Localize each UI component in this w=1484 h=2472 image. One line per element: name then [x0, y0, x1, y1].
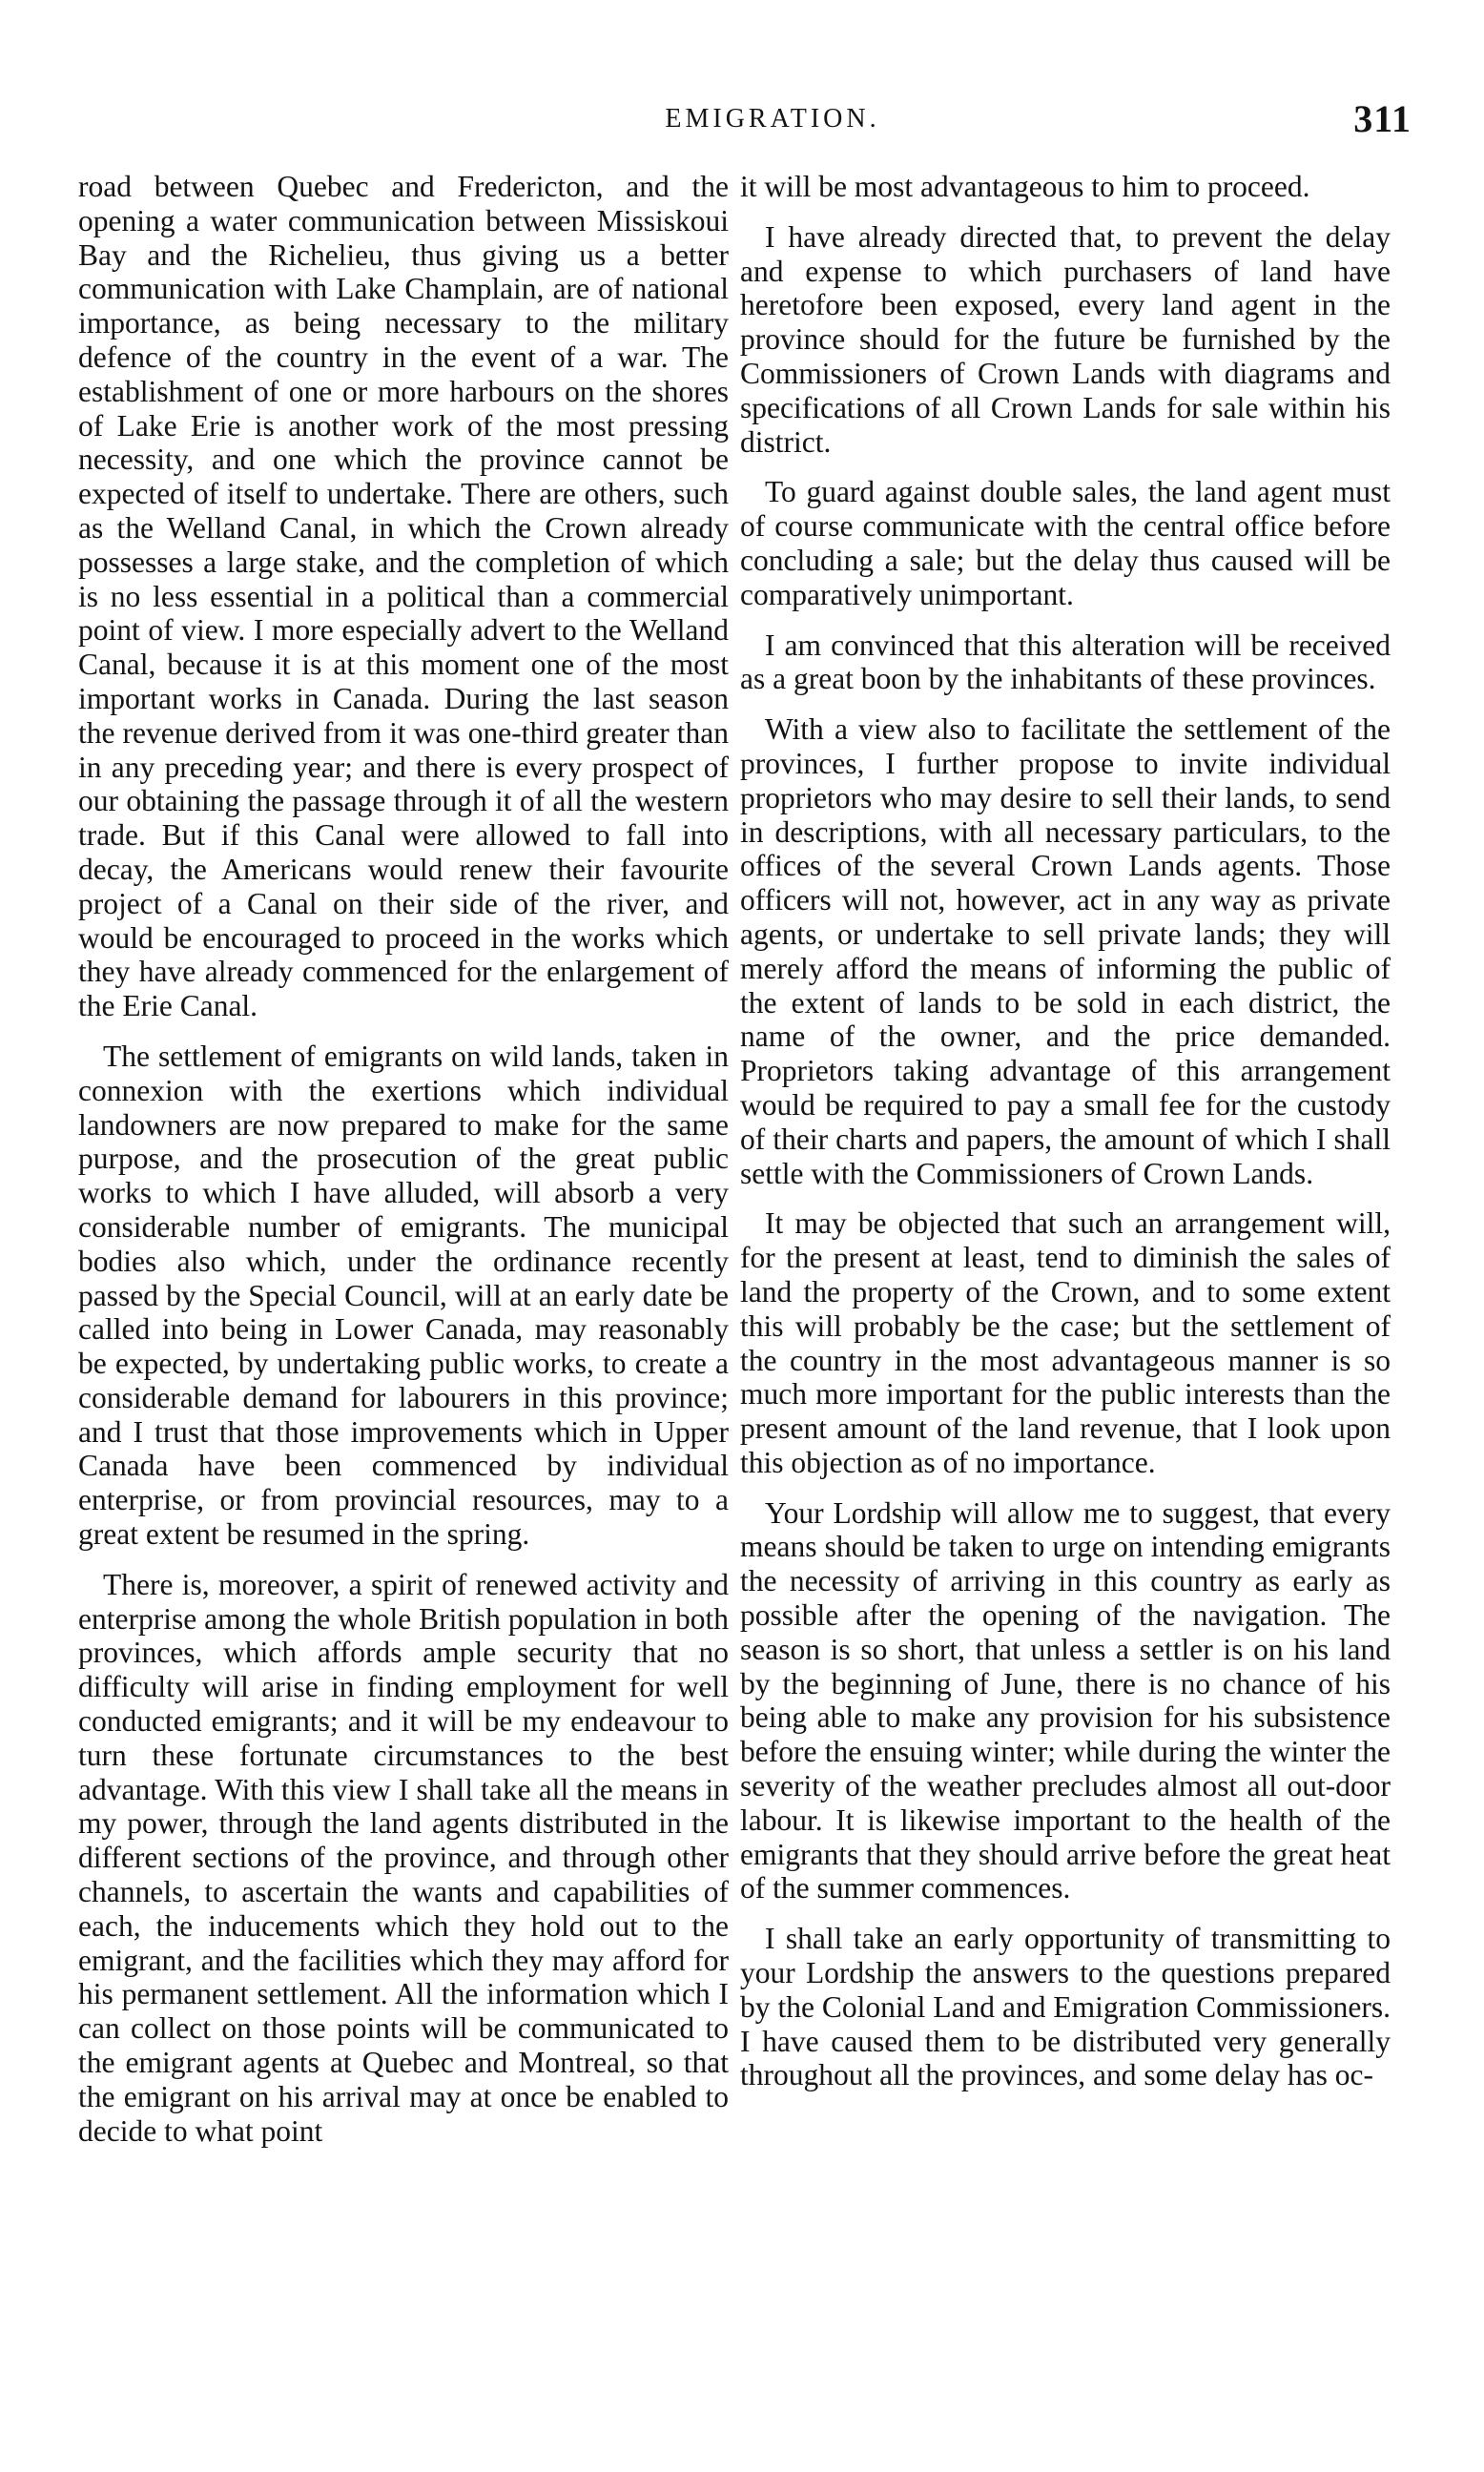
- paragraph: It may be objected that such an arrangement will, for the present at least, tend to diminish the sales of land the property of the Crown, and to some extent this will probably be the case; but the settlement of the country in the most advantageous manner is so much more important for the public interests than the present amount of the land revenue, that I look upon this objection as of no importance.: [740, 1206, 1391, 1479]
- paragraph: road between Quebec and Fredericton, and the opening a water communication between Missiskoui Bay and the Richelieu, thus giving us a better communication with Lake Champlain, are of national importance, as being necessary to the military defence of the country in the event of a war. The establishment of one or more harbours on the shores of Lake Erie is another work of the most pressing necessity, and one which the province cannot be expected of itself to undertake. There are others, such as the Welland Canal, in which the Crown already possesses a large stake, and the completion of which is no less essential in a political than a commercial point of view. I more especially advert to the Welland Canal, because it is at this moment one of the most important works in Canada. During the last season the revenue derived from it was one-third greater than in any preceding year; and there is every prospect of our obtaining the passage through it of all the western trade. But if this Canal were allowed to fall into decay, the Americans would renew their favourite project of a Canal on their side of the river, and would be encouraged to proceed in the works which they have already commenced for the enlargement of the Erie Canal.: [78, 170, 729, 1023]
- paragraph: I have already directed that, to prevent the delay and expense to which purchasers of land have heretofore been exposed, every land agent in the province should for the future be furnished by the Commissioners of Crown Lands with diagrams and specifications of all Crown Lands for sale within his district.: [740, 219, 1391, 459]
- paragraph: There is, moreover, a spirit of renewed activity and enterprise among the whole British population in both provinces, which affords ample security that no difficulty will arise in finding employment for well conducted emigrants; and it will be my endeavour to turn these fortunate circumstances to the best advantage. With this view I shall take all the means in my power, through the land agents distributed in the different sections of the province, and through other channels, to ascertain the wants and capabilities of each, the inducements which they hold out to the emigrant, and the facilities which they may afford for his permanent settlement. All the information which I can collect on those points will be communicated to the emigrant agents at Quebec and Montreal, so that the emigrant on his arrival may at once be enabled to decide to what point: [78, 1567, 729, 2148]
- paragraph: I am convinced that this alteration will be received as a great boon by the inhabitants of these provinces.: [740, 628, 1391, 696]
- left-column: [78, 170, 729, 2164]
- paragraph: The settlement of emigrants on wild lands, taken in connexion with the exertions which individual landowners are now prepared to make for the same purpose, and the prosecution of the great public works to which I have alluded, will absorb a very considerable number of emigrants. The municipal bodies also which, under the ordinance recently passed by the Special Council, will at an early date be called into being in Lower Canada, may reasonably be expected, by undertaking public works, to create a considerable demand for labourers in this province; and I trust that those improvements which in Upper Canada have been commenced by individual enterprise, or from provincial resources, may to a great extent be resumed in the spring.: [78, 1039, 729, 1552]
- running-head: [134, 95, 1412, 143]
- paragraph: To guard against double sales, the land agent must of course communicate with the central office before concluding a sale; but the delay thus caused will be comparatively unimportant.: [740, 475, 1391, 611]
- paragraph: With a view also to facilitate the settlement of the provinces, I further propose to invite individual proprietors who may desire to sell their lands, to send in descriptions, with all necessary particulars, to the offices of the several Crown Lands agents. Those officers will not, however, act in any way as private agents, or undertake to sell private lands; they will merely afford the means of informing the public of the extent of lands to be sold in each district, the name of the owner, and the price demanded. Proprietors taking advantage of this arrangement would be required to pay a small fee for the custody of their charts and papers, the amount of which I shall settle with the Commissioners of Crown Lands.: [740, 712, 1391, 1190]
- paragraph: Your Lordship will allow me to suggest, that every means should be taken to urge on intending emigrants the necessity of arriving in this country as early as possible after the opening of the navigation. The season is so short, that unless a settler is on his land by the beginning of June, there is no chance of his being able to make any provision for his subsistence before the ensuing winter; while during the winter the severity of the weather precludes almost all out-door labour. It is likewise important to the health of the emigrants that they should arrive before the great heat of the summer commences.: [740, 1495, 1391, 1906]
- right-column: [740, 170, 1391, 2109]
- paragraph: it will be most advantageous to him to proceed.: [740, 170, 1310, 203]
- running-title: EMIGRATION.: [665, 104, 880, 134]
- paragraph: I shall take an early opportunity of transmitting to your Lordship the answers to the questions prepared by the Colonial Land and Emigration Commissioners. I have caused them to be distributed very generally throughout all the provinces, and some delay has oc-: [740, 1922, 1391, 2092]
- page-number: 311: [1353, 97, 1412, 140]
